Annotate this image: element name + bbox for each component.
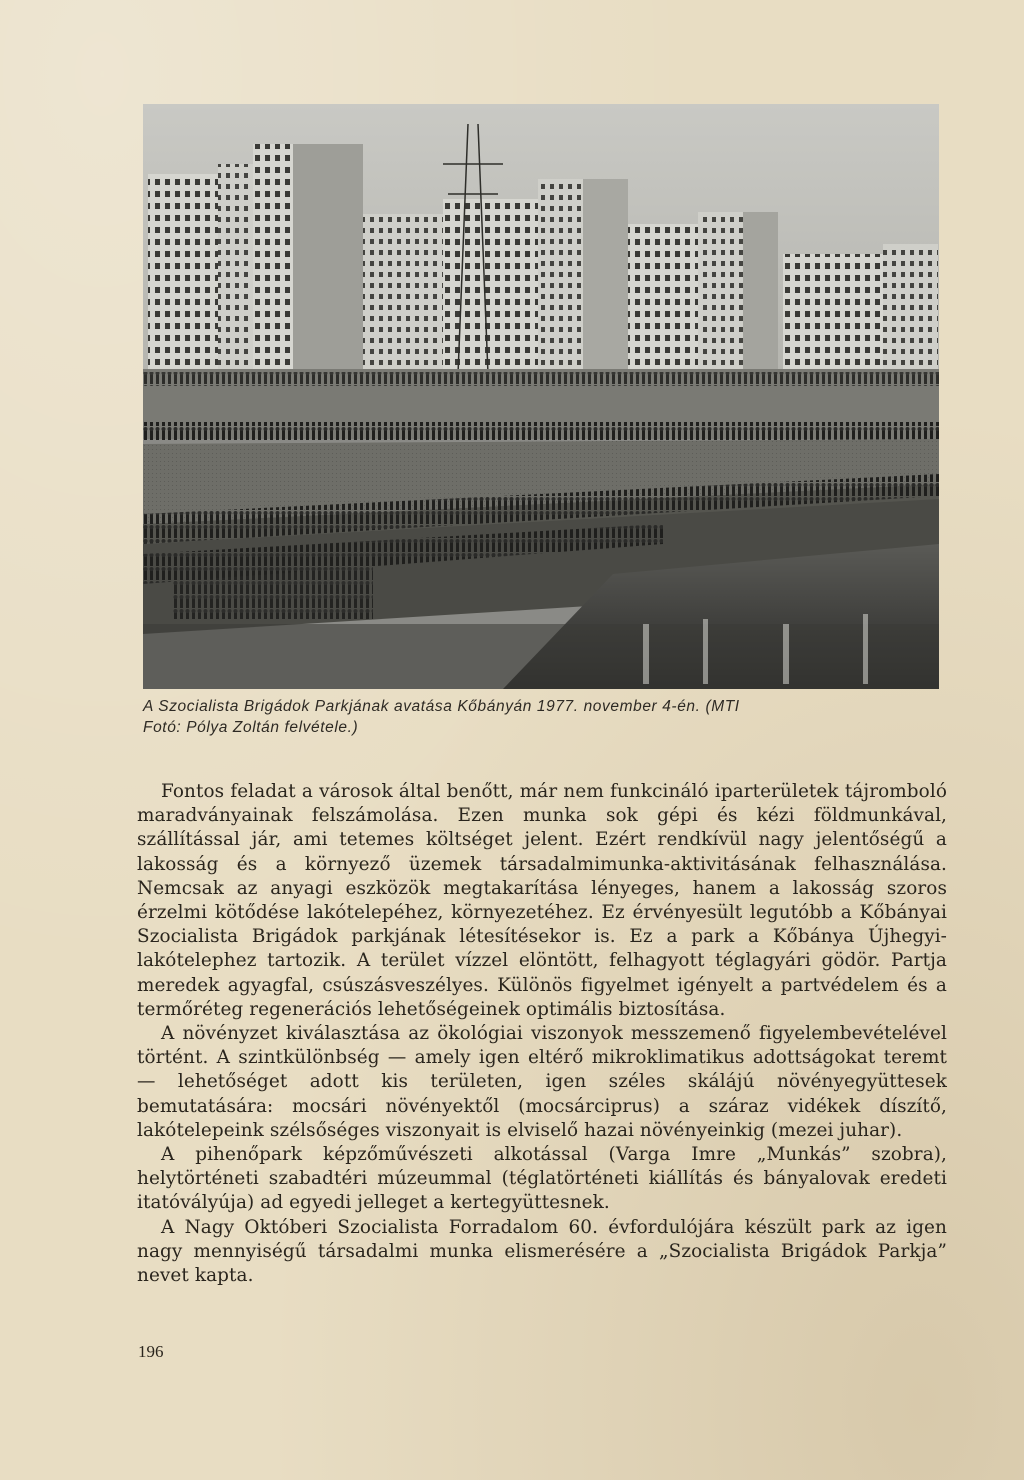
paragraph-3: A pihenőpark képzőművészeti alkotással (Varga Imre „Munkás” szobra), helytörténeti szabadtéri múzeummal (téglatörténeti kiállítás és bányalovak eredeti itatóvályúja) ad egyedi jelleget a kertegyüttesnek. [137, 1144, 947, 1214]
photo-caption [143, 696, 953, 738]
paragraph-2: A növényzet kiválasztása az ökológiai viszonyok messzemenő figyelembevételével történt. A szintkülönbség — amely igen eltérő mikroklimatikus adottságokat teremt — lehetőséget adott kis területen, igen széles skálájú növényegyüttesek bemutatására: mocsári növényektől (mocsárciprus) a száraz vidékek díszítő, lakótelepeink szélsőséges viszonyait is elviselő hazai növényeinkig (mezei juhar). [137, 1023, 947, 1141]
paragraph-4: A Nagy Októberi Szocialista Forradalom 60. évfordulójára készült park az igen nagy mennyiségű társadalmi munka elismerésére a „Szocialista Brigádok Parkja” nevet kapta. [137, 1216, 947, 1287]
body-text [137, 780, 947, 1288]
caption-line-1: A Szocialista Brigádok Parkjának avatása Kőbányán 1977. november 4-én. (MTI [143, 698, 740, 715]
photo-image [143, 104, 939, 689]
caption-line-2: Fotó: Pólya Zoltán felvétele.) [143, 719, 359, 736]
photo-illustration [143, 104, 939, 689]
page-number: 196 [138, 1342, 164, 1361]
paragraph-1: Fontos feladat a városok által benőtt, már nem funkcináló iparterületek tájromboló maradványainak felszámolása. Ezen munka sok gépi és kézi földmunkával, szállítással jár, ami tetemes költséget jelent. Ezért rendkívül nagy jelentőségű a lakosság és a környező üzemek társadalmimunka-aktivitásának felhasználása. Nemcsak az anyagi eszközök megtakarítása lényeges, hanem a lakosság szoros érzelmi kötődése lakótelepéhez, környezetéhez. Ez érvényesült legutóbb a Kőbányai Szocialista Brigádok parkjának létesítésekor is. Ez a park a Kőbánya Újhegyi-lakótelephez tartozik. A terület vízzel elöntött, felhagyott téglagyári gödör. Partja meredek agyagfal, csúszásveszélyes. Különös figyelmet igényelt a partvédelem és a termőréteg regenerációs lehetőségeinek optimális biztosítása. [137, 781, 947, 1020]
